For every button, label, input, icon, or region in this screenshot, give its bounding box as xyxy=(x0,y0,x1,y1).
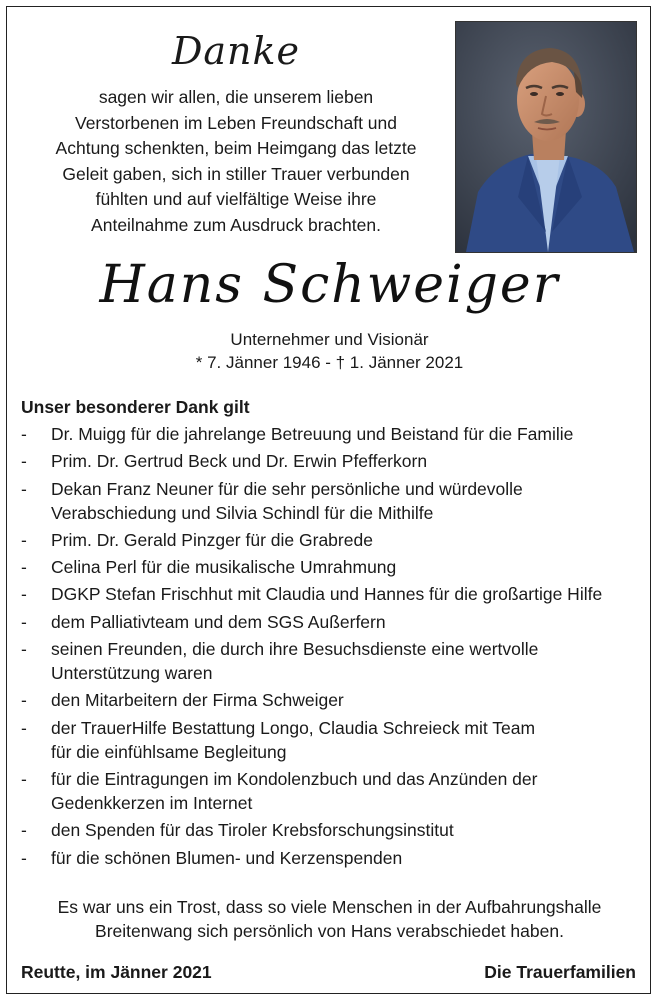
list-item-text: seinen Freunden, die durch ihre Besuchsdienste eine wertvolle xyxy=(51,639,539,660)
list-dash: - xyxy=(21,768,27,789)
list-item xyxy=(21,846,646,870)
list-item xyxy=(21,582,646,606)
list-item xyxy=(21,637,646,685)
list-dash: - xyxy=(21,717,27,738)
list-item-text: Prim. Dr. Gerald Pinzger für die Grabrede xyxy=(51,529,373,550)
list-item xyxy=(21,555,646,579)
closing-line: Breitenwang sich persönlich von Hans verabschiedet haben. xyxy=(95,921,564,941)
list-dash: - xyxy=(21,451,27,472)
intro-text xyxy=(7,85,465,238)
list-item xyxy=(21,716,646,764)
thanks-list xyxy=(21,422,646,873)
life-dates: * 7. Jänner 1946 - † 1. Jänner 2021 xyxy=(195,353,464,372)
list-item-text: für die einfühlsame Begleitung xyxy=(51,741,287,762)
list-item xyxy=(21,422,646,446)
list-item xyxy=(21,818,646,842)
intro-line: Geleit gaben, sich in stiller Trauer verbunden xyxy=(62,163,410,184)
list-dash: - xyxy=(21,690,27,711)
list-item-text: Verabschiedung und Silvia Schindl für die Mithilfe xyxy=(51,502,434,523)
list-item-text: DGKP Stefan Frischhut mit Claudia und Hannes für die großartige Hilfe xyxy=(51,584,603,605)
intro-line: fühlten und auf vielfältige Weise ihre xyxy=(95,189,377,209)
thanks-heading: Unser besonderer Dank gilt xyxy=(21,397,250,417)
deceased-name: Hans Schweiger xyxy=(99,255,560,315)
portrait-photo xyxy=(455,21,637,253)
list-item xyxy=(21,528,646,552)
deceased-role: Unternehmer und Visionär xyxy=(230,330,429,349)
list-dash: - xyxy=(21,584,27,605)
list-dash: - xyxy=(21,820,27,841)
list-dash: - xyxy=(21,611,27,632)
list-item-text: Unterstützung waren xyxy=(51,663,213,684)
closing-text xyxy=(7,895,652,943)
signature: Die Trauerfamilien xyxy=(484,962,636,982)
list-item-text: Dekan Franz Neuner für die sehr persönliche und würdevolle xyxy=(51,478,523,499)
danke-heading: Danke xyxy=(171,29,301,73)
list-dash: - xyxy=(21,424,27,444)
list-item xyxy=(21,688,646,712)
list-item-text: den Spenden für das Tiroler Krebsforschungsinstitut xyxy=(51,820,454,841)
list-item xyxy=(21,449,646,473)
list-dash: - xyxy=(21,639,27,660)
list-item xyxy=(21,610,646,634)
list-item-text: für die schönen Blumen- und Kerzenspenden xyxy=(51,847,403,868)
list-item-text: Prim. Dr. Gertrud Beck und Dr. Erwin Pfefferkorn xyxy=(51,451,428,472)
list-item-text: Gedenkkerzen im Internet xyxy=(51,792,253,813)
place-date: Reutte, im Jänner 2021 xyxy=(21,962,212,982)
intro-line: sagen wir allen, die unserem lieben xyxy=(98,87,374,107)
list-dash: - xyxy=(21,557,27,578)
list-item xyxy=(21,477,646,525)
portrait-illustration xyxy=(456,22,636,252)
list-dash: - xyxy=(21,478,27,499)
list-item-text: Dr. Muigg für die jahrelange Betreuung und Beistand für die Familie xyxy=(51,424,574,444)
list-item-text: für die Eintragungen im Kondolenzbuch und das Anzünden der xyxy=(51,768,538,789)
list-item-text: den Mitarbeitern der Firma Schweiger xyxy=(51,690,344,711)
intro-line: Anteilnahme zum Ausdruck brachten. xyxy=(91,214,381,235)
closing-line: Es war uns ein Trost, dass so viele Menschen in der Aufbahrungshalle xyxy=(57,897,602,917)
list-item-text: dem Palliativteam und dem SGS Außerfern xyxy=(51,611,386,632)
obituary-card xyxy=(6,6,651,994)
list-item-text: Celina Perl für die musikalische Umrahmung xyxy=(51,557,397,578)
list-item-text: der TrauerHilfe Bestattung Longo, Claudia Schreieck mit Team xyxy=(51,717,536,738)
intro-line: Verstorbenen im Leben Freundschaft und xyxy=(74,112,397,133)
intro-line: Achtung schenkten, beim Heimgang das letzte xyxy=(55,138,417,158)
list-dash: - xyxy=(21,529,27,550)
list-dash: - xyxy=(21,847,27,868)
list-item xyxy=(21,767,646,815)
